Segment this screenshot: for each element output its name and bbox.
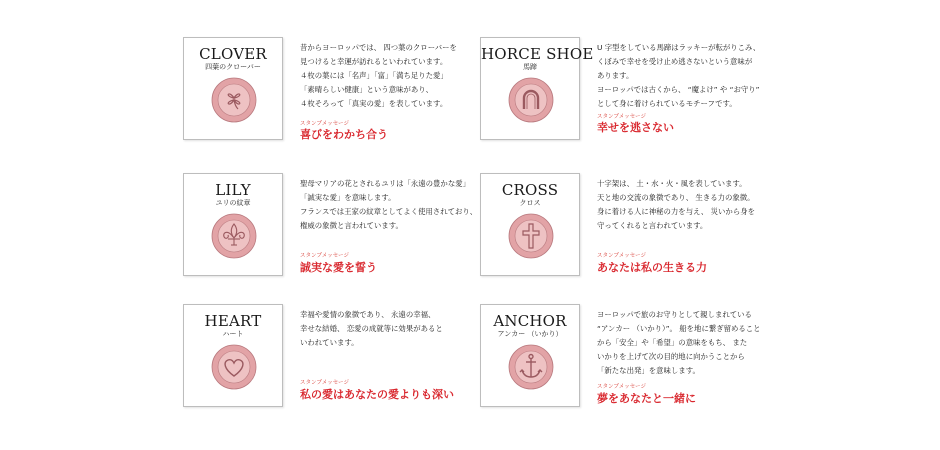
message-label: スタンプメッセージ	[300, 380, 349, 386]
description-line: 「素晴らしい健康」という意味があり、	[300, 85, 434, 94]
stamp-description	[300, 177, 480, 233]
message-label: スタンプメッセージ	[300, 121, 349, 127]
description-line: 見つけると幸運が訪れるといわれています。	[300, 57, 448, 66]
description-line: として身に着けられているモチーフです。	[597, 99, 737, 108]
description-line: いわれています。	[300, 338, 359, 347]
stamp-item-cross	[480, 173, 780, 288]
heart-icon	[210, 343, 258, 391]
description-line: “アンカー （いかり）”。 船を地に繋ぎ留めること	[597, 324, 761, 333]
stamp-subtitle: 四葉のクローバー	[205, 63, 261, 71]
description-line: ヨーロッパで旅のお守りとして親しまれている	[597, 310, 752, 319]
horseshoe-icon	[507, 76, 555, 124]
stamp-description	[597, 41, 777, 111]
stamp-card	[480, 173, 580, 276]
stamp-message: 私の愛はあなたの愛よりも深い	[300, 388, 454, 401]
description-line: 「新たな出発」を意味します。	[597, 366, 700, 375]
stamp-subtitle: 馬蹄	[523, 63, 537, 71]
stamp-item-anchor	[480, 304, 780, 419]
stamp-title: LILY	[215, 181, 251, 199]
description-line: 幸福や愛情の象徴であり、 永遠の幸福、	[300, 310, 436, 319]
anchor-icon	[507, 343, 555, 391]
stamp-subtitle: ハート	[222, 330, 244, 338]
stamp-title: CLOVER	[199, 45, 267, 63]
stamp-title: HEART	[204, 312, 262, 330]
description-line: あります。	[597, 71, 634, 80]
stamp-description	[300, 308, 480, 350]
stamp-card	[480, 304, 580, 407]
fleur-de-lis-icon	[210, 212, 258, 260]
clover-icon	[210, 76, 258, 124]
stamp-description	[597, 308, 777, 378]
description-line: ヨーロッパでは古くから、 “魔よけ” や “お守り”	[597, 85, 760, 94]
description-line: 昔からヨーロッパでは、 四つ葉のクローバーを	[300, 43, 457, 52]
stamp-item-heart	[183, 304, 483, 419]
description-line: 幸せな結婚、 恋愛の成就等に効果があると	[300, 324, 443, 333]
description-line: U 字型をしている馬蹄はラッキーが転がりこみ、	[597, 43, 761, 52]
description-line: 身に着ける人に神秘の力を与え、 災いから身を	[597, 207, 755, 216]
stamp-message: 夢をあなたと一緒に	[597, 392, 696, 405]
stamp-description	[300, 41, 480, 111]
description-line: 守ってくれると言われています。	[597, 221, 708, 230]
stamp-message: 喜びをわかち合う	[300, 128, 388, 141]
stamp-subtitle: ユリの紋章	[215, 199, 251, 207]
description-line: いかりを上げて次の目的地に向かうことから	[597, 352, 745, 361]
description-line: 天と地の交流の象徴であり、 生きる力の象徴。	[597, 193, 755, 202]
description-line: くぼみで幸せを受け止め逃さないという意味が	[597, 57, 753, 66]
stamp-card	[480, 37, 594, 140]
stamp-message: 誠実な愛を誓う	[300, 261, 377, 274]
description-line: 権威の象徴と言われています。	[300, 221, 403, 230]
stamp-card	[183, 304, 283, 407]
description-line: フランスでは王家の紋章としてよく使用されており、	[300, 207, 478, 216]
stamp-message: 幸せを逃さない	[597, 121, 674, 134]
message-label: スタンプメッセージ	[597, 253, 646, 259]
stamp-subtitle: クロス	[519, 199, 541, 207]
stamp-item-clover	[183, 37, 483, 152]
stamp-description	[597, 177, 777, 233]
stamp-title: CROSS	[501, 181, 559, 199]
stamp-card	[183, 37, 283, 140]
description-line: ４枚の葉には「名声」「富」「満ち足りた愛」	[300, 71, 448, 80]
description-line: ４枚そろって「真実の愛」を表しています。	[300, 99, 448, 108]
stamp-item-horseshoe	[480, 37, 780, 152]
description-line: 「誠実な愛」を意味します。	[300, 193, 396, 202]
description-line: 十字架は、 土・水・火・風を表しています。	[597, 179, 747, 188]
stamp-message: あなたは私の生きる力	[597, 261, 707, 274]
stamp-title: HORCE SHOE	[481, 45, 594, 63]
stamp-card	[183, 173, 283, 276]
description-line: から「安全」や「希望」の意味をもち、 また	[597, 338, 748, 347]
stamp-item-lily	[183, 173, 483, 288]
description-line: 聖母マリアの花とされるユリは「永遠の豊かな愛」	[300, 179, 470, 188]
stamp-title: ANCHOR	[493, 312, 567, 330]
message-label: スタンプメッセージ	[597, 114, 646, 120]
cross-icon	[507, 212, 555, 260]
stamp-subtitle: アンカー （いかり）	[497, 330, 563, 338]
message-label: スタンプメッセージ	[597, 384, 646, 390]
message-label: スタンプメッセージ	[300, 253, 349, 259]
